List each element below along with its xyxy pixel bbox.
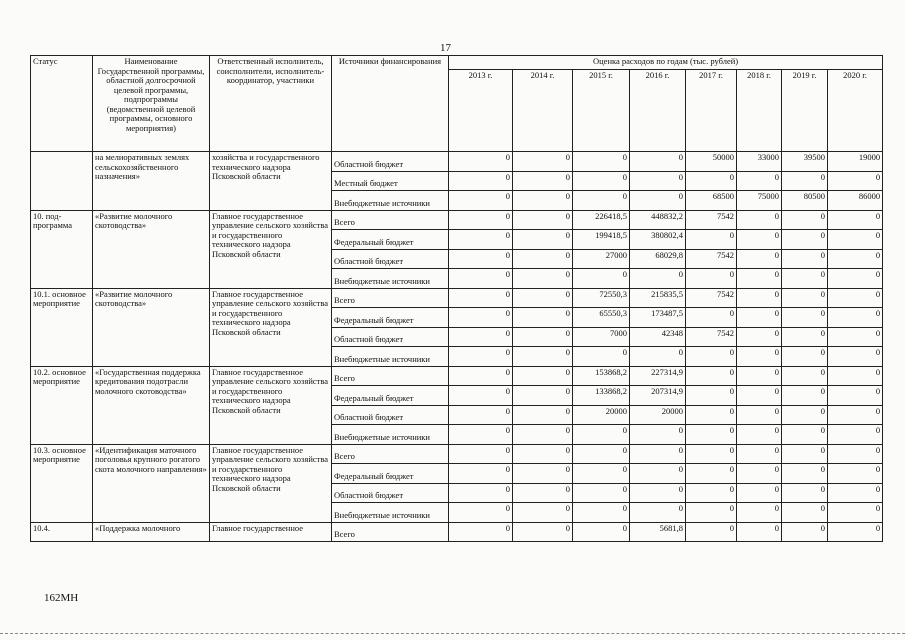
source-cell: Федеральный бюджет	[332, 308, 449, 328]
status-cell: 10.2. основное мероприятие	[31, 366, 93, 444]
value-cell: 0	[737, 483, 782, 503]
source-cell: Внебюджетные источники	[332, 191, 449, 211]
source-cell: Всего	[332, 366, 449, 386]
footer-code: 162МН	[44, 592, 79, 604]
source-cell: Всего	[332, 522, 449, 542]
value-cell: 0	[782, 230, 828, 250]
value-cell: 0	[573, 191, 630, 211]
value-cell: 0	[828, 483, 883, 503]
value-cell: 207314,9	[630, 386, 686, 406]
value-cell: 199418,5	[573, 230, 630, 250]
value-cell: 0	[828, 308, 883, 328]
value-cell: 0	[630, 191, 686, 211]
value-cell: 0	[828, 464, 883, 484]
name-cell: «Идентификация маточного поголовья крупного рогатого скота молочного направления»	[93, 444, 210, 522]
status-cell: 10.4.	[31, 522, 93, 542]
value-cell: 0	[828, 210, 883, 230]
header-year: 2015 г.	[573, 70, 630, 152]
value-cell: 0	[828, 366, 883, 386]
source-cell: Внебюджетные источники	[332, 425, 449, 445]
table-row	[31, 522, 883, 542]
value-cell: 0	[573, 444, 630, 464]
value-cell: 0	[630, 464, 686, 484]
value-cell: 0	[449, 347, 513, 367]
responsible-cell: Главное государственное управление сельского хозяйства и государственного технического надзора Псковской области	[210, 444, 332, 522]
value-cell: 0	[828, 522, 883, 542]
value-cell: 0	[737, 308, 782, 328]
value-cell: 0	[513, 347, 573, 367]
value-cell: 0	[737, 347, 782, 367]
table-header	[31, 56, 883, 152]
value-cell: 0	[513, 288, 573, 308]
name-cell: «Государственная поддержка кредитования подотрасли молочного скотоводства»	[93, 366, 210, 444]
value-cell: 0	[449, 171, 513, 191]
value-cell: 0	[686, 269, 737, 289]
value-cell: 0	[782, 288, 828, 308]
source-cell: Всего	[332, 444, 449, 464]
name-cell: «Развитие молочного скотоводства»	[93, 210, 210, 288]
value-cell: 0	[737, 425, 782, 445]
value-cell: 0	[737, 327, 782, 347]
source-cell: Федеральный бюджет	[332, 386, 449, 406]
value-cell: 7000	[573, 327, 630, 347]
value-cell: 380802,4	[630, 230, 686, 250]
value-cell: 0	[513, 405, 573, 425]
value-cell: 0	[449, 503, 513, 523]
value-cell: 86000	[828, 191, 883, 211]
table-row	[31, 366, 883, 386]
value-cell: 0	[737, 386, 782, 406]
value-cell: 5681,8	[630, 522, 686, 542]
name-cell: на мелиоративных землях сельскохозяйственного назначения»	[93, 152, 210, 211]
source-cell: Областной бюджет	[332, 405, 449, 425]
value-cell: 0	[686, 347, 737, 367]
value-cell: 20000	[573, 405, 630, 425]
expenditure-table	[30, 55, 883, 542]
value-cell: 0	[737, 444, 782, 464]
value-cell: 0	[686, 386, 737, 406]
value-cell: 0	[630, 171, 686, 191]
value-cell: 0	[513, 425, 573, 445]
value-cell: 0	[828, 503, 883, 523]
value-cell: 0	[630, 269, 686, 289]
value-cell: 0	[449, 483, 513, 503]
value-cell: 0	[513, 522, 573, 542]
header-year: 2018 г.	[737, 70, 782, 152]
header-estimate: Оценка расходов по годам (тыс. рублей)	[449, 56, 883, 70]
value-cell: 0	[630, 483, 686, 503]
value-cell: 0	[782, 249, 828, 269]
value-cell: 0	[630, 152, 686, 172]
value-cell: 0	[449, 405, 513, 425]
value-cell: 0	[513, 327, 573, 347]
value-cell: 7542	[686, 288, 737, 308]
value-cell: 0	[782, 503, 828, 523]
header-sources: Источники финансирования	[332, 56, 449, 152]
value-cell: 0	[573, 269, 630, 289]
value-cell: 39500	[782, 152, 828, 172]
value-cell: 50000	[686, 152, 737, 172]
value-cell: 0	[449, 249, 513, 269]
header-year: 2020 г.	[828, 70, 883, 152]
value-cell: 0	[737, 366, 782, 386]
name-cell: «Развитие молочного скотоводства»	[93, 288, 210, 366]
value-cell: 0	[513, 249, 573, 269]
value-cell: 0	[513, 308, 573, 328]
value-cell: 7542	[686, 249, 737, 269]
value-cell: 0	[782, 308, 828, 328]
value-cell: 0	[782, 366, 828, 386]
value-cell: 0	[828, 269, 883, 289]
table-row	[31, 288, 883, 308]
responsible-cell: Главное государственное управление сельского хозяйства и государственного технического надзора Псковской области	[210, 366, 332, 444]
value-cell: 0	[449, 444, 513, 464]
value-cell: 0	[828, 347, 883, 367]
value-cell: 0	[828, 444, 883, 464]
value-cell: 0	[513, 230, 573, 250]
value-cell: 0	[782, 405, 828, 425]
header-status: Статус	[31, 56, 93, 152]
value-cell: 72550,3	[573, 288, 630, 308]
table-row	[31, 210, 883, 230]
value-cell: 0	[449, 522, 513, 542]
source-cell: Всего	[332, 210, 449, 230]
value-cell: 0	[686, 366, 737, 386]
status-cell: 10.3. основное мероприятие	[31, 444, 93, 522]
value-cell: 68029,8	[630, 249, 686, 269]
value-cell: 0	[449, 308, 513, 328]
table-body	[31, 152, 883, 542]
value-cell: 227314,9	[630, 366, 686, 386]
header-year: 2017 г.	[686, 70, 737, 152]
value-cell: 0	[828, 327, 883, 347]
status-cell: 10.1. основное мероприятие	[31, 288, 93, 366]
source-cell: Внебюджетные источники	[332, 347, 449, 367]
value-cell: 0	[513, 464, 573, 484]
value-cell: 68500	[686, 191, 737, 211]
value-cell: 0	[782, 210, 828, 230]
value-cell: 0	[782, 386, 828, 406]
value-cell: 0	[737, 503, 782, 523]
value-cell: 0	[737, 171, 782, 191]
responsible-cell: хозяйства и государственного технического надзора Псковской области	[210, 152, 332, 211]
value-cell: 0	[449, 366, 513, 386]
value-cell: 0	[573, 171, 630, 191]
source-cell: Местный бюджет	[332, 171, 449, 191]
source-cell: Всего	[332, 288, 449, 308]
value-cell: 0	[828, 425, 883, 445]
value-cell: 0	[782, 269, 828, 289]
source-cell: Внебюджетные источники	[332, 269, 449, 289]
value-cell: 0	[573, 464, 630, 484]
value-cell: 0	[513, 191, 573, 211]
value-cell: 7542	[686, 210, 737, 230]
header-year: 2016 г.	[630, 70, 686, 152]
value-cell: 0	[513, 444, 573, 464]
value-cell: 0	[513, 386, 573, 406]
name-cell: «Поддержка молочного	[93, 522, 210, 542]
source-cell: Областной бюджет	[332, 327, 449, 347]
value-cell: 0	[686, 171, 737, 191]
value-cell: 0	[828, 386, 883, 406]
value-cell: 0	[449, 152, 513, 172]
value-cell: 0	[686, 464, 737, 484]
value-cell: 65550,3	[573, 308, 630, 328]
value-cell: 0	[630, 444, 686, 464]
value-cell: 0	[449, 191, 513, 211]
value-cell: 133868,2	[573, 386, 630, 406]
value-cell: 7542	[686, 327, 737, 347]
value-cell: 448832,2	[630, 210, 686, 230]
value-cell: 0	[782, 464, 828, 484]
value-cell: 0	[630, 503, 686, 523]
header-year: 2014 г.	[513, 70, 573, 152]
source-cell: Федеральный бюджет	[332, 230, 449, 250]
value-cell: 0	[782, 347, 828, 367]
table-row	[31, 444, 883, 464]
page-number: 17	[440, 42, 451, 54]
header-responsible: Ответственный исполнитель, соисполнители, исполнитель-координатор, участники	[210, 56, 332, 152]
value-cell: 0	[686, 522, 737, 542]
source-cell: Областной бюджет	[332, 249, 449, 269]
value-cell: 0	[449, 210, 513, 230]
value-cell: 27000	[573, 249, 630, 269]
value-cell: 75000	[737, 191, 782, 211]
value-cell: 0	[449, 288, 513, 308]
value-cell: 0	[573, 152, 630, 172]
value-cell: 0	[449, 230, 513, 250]
value-cell: 0	[513, 210, 573, 230]
value-cell: 0	[737, 269, 782, 289]
value-cell: 0	[782, 171, 828, 191]
value-cell: 0	[513, 269, 573, 289]
value-cell: 0	[686, 444, 737, 464]
value-cell: 0	[737, 249, 782, 269]
source-cell: Областной бюджет	[332, 483, 449, 503]
header-name: Наименование Государственной программы, областной долгосрочной целевой программы, подпрограммы (ведомственной целевой программы, основного мероприятия)	[93, 56, 210, 152]
responsible-cell: Главное государственное	[210, 522, 332, 542]
status-cell: 10. под-программа	[31, 210, 93, 288]
value-cell: 0	[737, 522, 782, 542]
value-cell: 0	[686, 230, 737, 250]
value-cell: 173487,5	[630, 308, 686, 328]
value-cell: 0	[737, 210, 782, 230]
value-cell: 0	[828, 405, 883, 425]
value-cell: 19000	[828, 152, 883, 172]
value-cell: 33000	[737, 152, 782, 172]
value-cell: 0	[686, 308, 737, 328]
source-cell: Областной бюджет	[332, 152, 449, 172]
value-cell: 0	[782, 327, 828, 347]
value-cell: 0	[737, 405, 782, 425]
header-year: 2013 г.	[449, 70, 513, 152]
value-cell: 0	[782, 483, 828, 503]
source-cell: Внебюджетные источники	[332, 503, 449, 523]
value-cell: 0	[828, 171, 883, 191]
value-cell: 0	[686, 483, 737, 503]
value-cell: 0	[573, 347, 630, 367]
responsible-cell: Главное государственное управление сельского хозяйства и государственного технического надзора Псковской области	[210, 288, 332, 366]
value-cell: 0	[573, 503, 630, 523]
value-cell: 0	[573, 425, 630, 445]
value-cell: 0	[686, 405, 737, 425]
value-cell: 0	[513, 366, 573, 386]
value-cell: 0	[828, 288, 883, 308]
value-cell: 0	[686, 503, 737, 523]
source-cell: Федеральный бюджет	[332, 464, 449, 484]
value-cell: 0	[737, 230, 782, 250]
value-cell: 0	[449, 464, 513, 484]
value-cell: 0	[573, 522, 630, 542]
value-cell: 20000	[630, 405, 686, 425]
value-cell: 0	[449, 386, 513, 406]
value-cell: 0	[449, 425, 513, 445]
value-cell: 0	[737, 288, 782, 308]
value-cell: 0	[737, 464, 782, 484]
value-cell: 0	[513, 152, 573, 172]
value-cell: 215835,5	[630, 288, 686, 308]
value-cell: 0	[573, 483, 630, 503]
value-cell: 0	[828, 230, 883, 250]
bottom-divider	[0, 633, 905, 634]
value-cell: 0	[686, 425, 737, 445]
value-cell: 0	[449, 269, 513, 289]
value-cell: 0	[513, 171, 573, 191]
responsible-cell: Главное государственное управление сельского хозяйства и государственного технического надзора Псковской области	[210, 210, 332, 288]
value-cell: 0	[828, 249, 883, 269]
value-cell: 0	[782, 522, 828, 542]
header-year: 2019 г.	[782, 70, 828, 152]
value-cell: 42348	[630, 327, 686, 347]
value-cell: 0	[782, 425, 828, 445]
value-cell: 0	[782, 444, 828, 464]
value-cell: 0	[513, 483, 573, 503]
value-cell: 0	[449, 327, 513, 347]
value-cell: 80500	[782, 191, 828, 211]
status-cell	[31, 152, 93, 211]
value-cell: 153868,2	[573, 366, 630, 386]
value-cell: 0	[513, 503, 573, 523]
value-cell: 226418,5	[573, 210, 630, 230]
value-cell: 0	[630, 425, 686, 445]
value-cell: 0	[630, 347, 686, 367]
table-row	[31, 152, 883, 172]
